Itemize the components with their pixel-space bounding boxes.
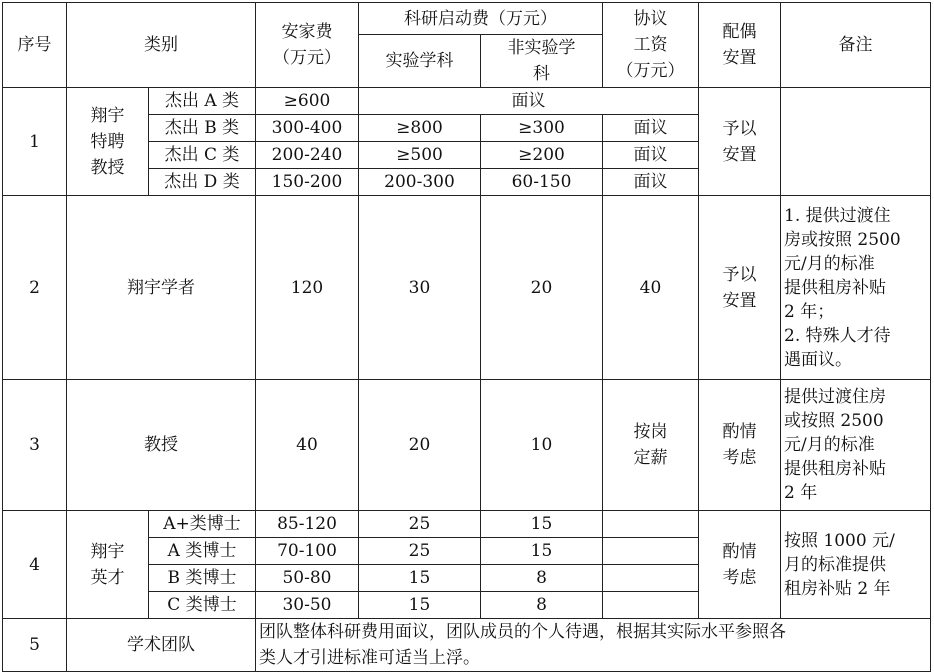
- row4-name-line: 英才: [90, 567, 125, 588]
- row5-remark: [256, 619, 931, 672]
- talent-table: [2, 2, 931, 672]
- row3-spouse-line: 考虑: [722, 448, 757, 468]
- row2-exp: 30: [359, 196, 481, 380]
- row3-remark-line: 元/月的标准: [784, 435, 875, 455]
- row4-spouse-line: 考虑: [722, 567, 757, 588]
- row4-sub-label: A 类博士: [149, 538, 256, 565]
- row2-remark-line: 1. 提供过渡住: [784, 205, 891, 226]
- row2-remark-line: 2 年；: [784, 301, 835, 322]
- row4-spouse: [699, 511, 781, 619]
- header-salary-line: 协议: [633, 9, 668, 29]
- row1-spouse-line: 安置: [722, 144, 757, 165]
- row2-remark-line: 提供租房补贴: [784, 277, 886, 298]
- row4-sub-label: C 类博士: [149, 592, 256, 619]
- row4-sub-nonexp: 15: [481, 538, 603, 565]
- row1-seq: 1: [3, 88, 67, 196]
- row3-remark-line: 2 年: [784, 483, 818, 503]
- row1-sub-nonexp: ≥300: [481, 115, 603, 142]
- row1-sub-research: 面议: [359, 88, 699, 115]
- row3-remark: [781, 380, 931, 511]
- row3-exp: 20: [359, 380, 481, 511]
- header-spouse-line: 配偶: [722, 22, 757, 42]
- row1-sub-label: 杰出 C 类: [149, 142, 256, 169]
- row2-name: 翔宇学者: [67, 196, 256, 380]
- row1-name-line: 翔宇: [90, 105, 125, 126]
- row4-sub-settle: 50-80: [256, 565, 359, 592]
- row5-remark-line: 类人才引进标准可适当上浮。: [259, 648, 480, 668]
- header-spouse-line: 安置: [722, 48, 757, 68]
- row1-sub-settle: 150-200: [256, 169, 359, 196]
- row4-sub-label: B 类博士: [149, 565, 256, 592]
- row4-sub-salary: [603, 565, 699, 592]
- row4-sub-settle: 70-100: [256, 538, 359, 565]
- header-settle: [256, 3, 359, 88]
- row4-name-line: 翔宇: [90, 541, 125, 562]
- row4-remark-line: 租房补贴 2 年: [784, 578, 891, 599]
- row1-sub-nonexp: 60-150: [481, 169, 603, 196]
- row1-sub-nonexp: ≥200: [481, 142, 603, 169]
- header-spouse: [699, 3, 781, 88]
- row1-sub-label: 杰出 D 类: [149, 169, 256, 196]
- row3-spouse-line: 酌情: [722, 422, 757, 442]
- row3-remark-line: 或按照 2500: [784, 411, 884, 431]
- header-settle-line: 安家费: [281, 22, 333, 42]
- row1-name: [67, 88, 149, 196]
- row1-sub-exp: ≥500: [359, 142, 481, 169]
- row5-remark-line: 团队整体科研费用面议，团队成员的个人待遇，根据其实际水平参照各: [259, 622, 786, 642]
- row4-remark-line: 月的标准提供: [784, 554, 886, 575]
- row1-sub-settle: ≥600: [256, 88, 359, 115]
- header-settle-line: （万元）: [273, 48, 341, 68]
- row3-salary: [603, 380, 699, 511]
- row3-seq: 3: [3, 380, 67, 511]
- row4-sub-label: A+类博士: [149, 511, 256, 538]
- row3-salary-line: 按岗: [633, 422, 668, 442]
- row1-sub-exp: ≥800: [359, 115, 481, 142]
- row3-salary-line: 定薪: [633, 448, 668, 468]
- row4-remark-line: 按照 1000 元/: [784, 530, 895, 551]
- header-salary-line: 工资: [633, 35, 668, 55]
- row2-spouse: [699, 196, 781, 380]
- row1-sub-label: 杰出 B 类: [149, 115, 256, 142]
- row4-name: [67, 511, 149, 619]
- row2-remark-line: 元/月的标准: [784, 253, 875, 274]
- row1-sub-salary: 面议: [603, 115, 699, 142]
- row4-sub-nonexp: 8: [481, 565, 603, 592]
- row4-sub-settle: 30-50: [256, 592, 359, 619]
- row1-remark: [781, 88, 931, 196]
- row2-nonexp: 20: [481, 196, 603, 380]
- header-research: 科研启动费（万元）: [359, 3, 603, 35]
- header-salary-line: （万元）: [616, 61, 685, 81]
- row3-settle: 40: [256, 380, 359, 511]
- row1-spouse: [699, 88, 781, 196]
- row4-sub-salary: [603, 592, 699, 619]
- row4-remark: [781, 511, 931, 619]
- header-salary: [603, 3, 699, 88]
- header-category: 类别: [67, 3, 256, 88]
- row5-name: 学术团队: [67, 619, 256, 672]
- row1-spouse-line: 予以: [722, 118, 757, 139]
- row2-remark: [781, 196, 931, 380]
- header-nonexp-line: 非实验学: [507, 38, 576, 58]
- row2-salary: 40: [603, 196, 699, 380]
- row3-name: 教授: [67, 380, 256, 511]
- row1-sub-exp: 200-300: [359, 169, 481, 196]
- row2-remark-line: 2. 特殊人才待: [784, 325, 891, 346]
- row4-sub-salary: [603, 538, 699, 565]
- row3-remark-line: 提供租房补贴: [784, 459, 886, 479]
- row1-sub-label: 杰出 A 类: [149, 88, 256, 115]
- row4-sub-exp: 25: [359, 538, 481, 565]
- row1-sub-salary: 面议: [603, 142, 699, 169]
- row1-name-line: 教授: [90, 157, 125, 178]
- row2-spouse-line: 安置: [722, 290, 757, 311]
- row1-sub-salary: 面议: [603, 169, 699, 196]
- row2-spouse-line: 予以: [722, 264, 757, 285]
- row4-sub-nonexp: 8: [481, 592, 603, 619]
- row4-spouse-line: 酌情: [722, 541, 757, 562]
- header-remark: 备注: [781, 3, 931, 88]
- row2-seq: 2: [3, 196, 67, 380]
- row4-sub-exp: 25: [359, 511, 481, 538]
- row3-nonexp: 10: [481, 380, 603, 511]
- row2-settle: 120: [256, 196, 359, 380]
- row2-remark-line: 遇面议。: [784, 349, 852, 370]
- row4-sub-exp: 15: [359, 565, 481, 592]
- row3-remark-line: 提供过渡住房: [784, 387, 886, 407]
- header-nonexp-line: 科: [533, 64, 550, 84]
- row5-seq: 5: [3, 619, 67, 672]
- row1-sub-settle: 300-400: [256, 115, 359, 142]
- row4-sub-salary: [603, 511, 699, 538]
- header-seq: 序号: [3, 3, 67, 88]
- row1-name-line: 特聘: [90, 131, 125, 152]
- row4-seq: 4: [3, 511, 67, 619]
- row2-remark-line: 房或按照 2500: [784, 229, 901, 250]
- row1-sub-settle: 200-240: [256, 142, 359, 169]
- row3-spouse: [699, 380, 781, 511]
- header-nonexp: [481, 35, 603, 88]
- header-exp: 实验学科: [359, 35, 481, 88]
- row4-sub-settle: 85-120: [256, 511, 359, 538]
- row4-sub-nonexp: 15: [481, 511, 603, 538]
- row4-sub-exp: 15: [359, 592, 481, 619]
